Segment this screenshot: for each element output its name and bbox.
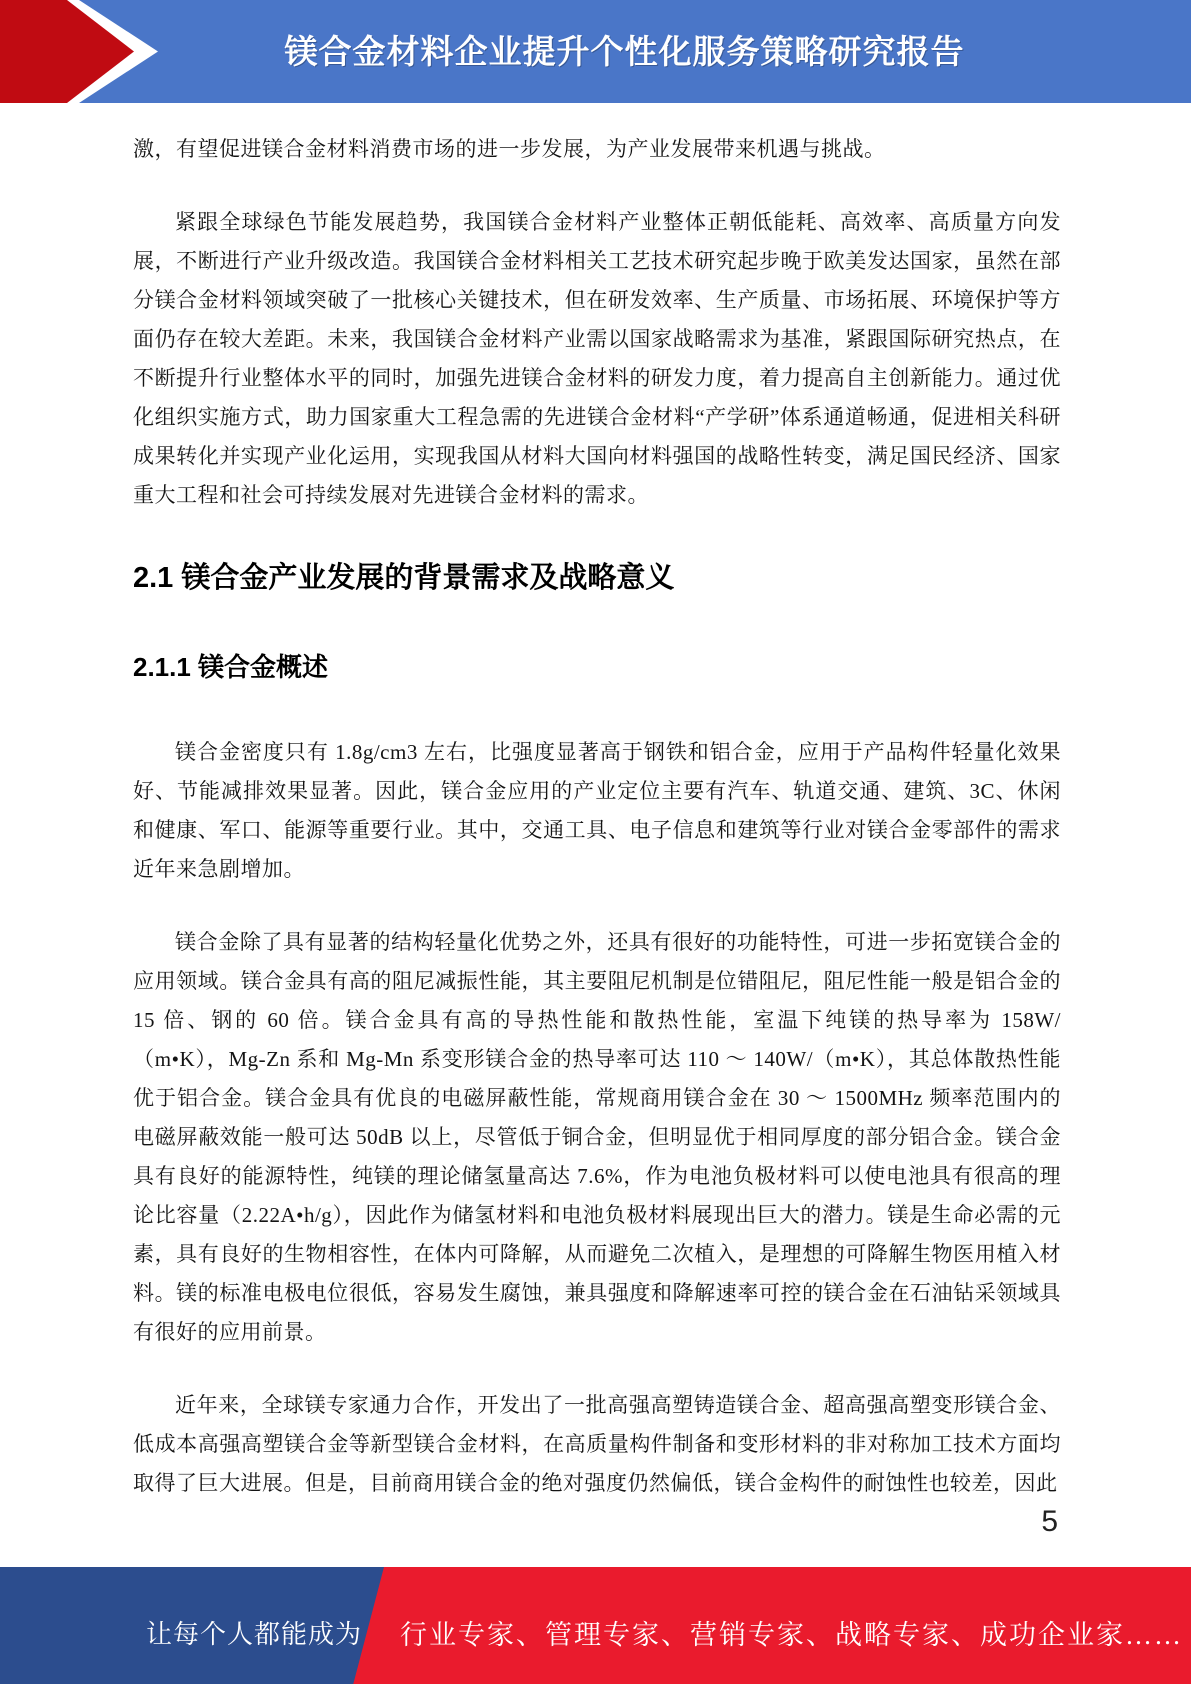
document-body: [133, 130, 1061, 1537]
page-number: 5: [1041, 1505, 1058, 1538]
body-paragraph: 镁合金除了具有显著的结构轻量化优势之外，还具有很好的功能特性，可进一步拓宽镁合金的应用领域。镁合金具有高的阻尼减振性能，其主要阻尼机制是位错阻尼，阻尼性能一般是铝合金的 15 倍、钢的 60 倍。镁合金具有高的导热性能和散热性能，室温下纯镁的热导率为 158W/（m•K），Mg-Zn 系和 Mg-Mn 系变形镁合金的热导率可达 110 ～ 140W/（m•K），其总体散热性能优于铝合金。镁合金具有优良的电磁屏蔽性能，常规商用镁合金在 30 ～ 1500MHz 频率范围内的电磁屏蔽效能一般可达 50dB 以上，尽管低于铜合金，但明显优于相同厚度的部分铝合金。镁合金具有良好的能源特性，纯镁的理论储氢量高达 7.6%，作为电池负极材料可以使电池具有很高的理论比容量（2.22A•h/g），因此作为储氢材料和电池负极材料展现出巨大的潜力。镁是生命必需的元素，具有良好的生物相容性，在体内可降解，从而避免二次植入，是理想的可降解生物医用植入材料。镁的标准电极电位很低，容易发生腐蚀，兼具强度和降解速率可控的镁合金在石油钻采领域具有很好的应用前景。: [133, 930, 1061, 1344]
report-title: 镁合金材料企业提升个性化服务策略研究报告: [284, 33, 965, 70]
body-paragraph: 近年来，全球镁专家通力合作，开发出了一批高强高塑铸造镁合金、超高强高塑变形镁合金、低成本高强高塑镁合金等新型镁合金材料，在高质量构件制备和变形材料的非对称加工技术方面均取得了巨大进展。但是，目前商用镁合金的绝对强度仍然偏低，镁合金构件的耐蚀性也较差，因此: [133, 1393, 1061, 1495]
footer-slogan-left: 让每个人都能成为: [146, 1620, 363, 1649]
body-paragraph: 紧跟全球绿色节能发展趋势，我国镁合金材料产业整体正朝低能耗、高效率、高质量方向发展，不断进行产业升级改造。我国镁合金材料相关工艺技术研究起步晚于欧美发达国家，虽然在部分镁合金材料领域突破了一批核心关键技术，但在研发效率、生产质量、市场拓展、环境保护等方面仍存在较大差距。未来，我国镁合金材料产业需以国家战略需求为基准，紧跟国际研究热点，在不断提升行业整体水平的同时，加强先进镁合金材料的研发力度，着力提高自主创新能力。通过优化组织实施方式，助力国家重大工程急需的先进镁合金材料“产学研”体系通道畅通，促进相关科研成果转化并实现产业化运用，实现我国从材料大国向材料强国的战略性转变，满足国民经济、国家重大工程和社会可持续发展对先进镁合金材料的需求。: [133, 210, 1061, 507]
body-paragraph: 激，有望促进镁合金材料消费市场的进一步发展，为产业发展带来机遇与挑战。: [133, 137, 886, 161]
header-banner: [0, 0, 1191, 103]
section-heading: 2.1.1 镁合金概述: [133, 652, 329, 682]
footer-slogan-right: 行业专家、管理专家、营销专家、战略专家、成功企业家……: [400, 1620, 1183, 1650]
section-heading: 2.1 镁合金产业发展的背景需求及战略意义: [133, 562, 675, 594]
body-paragraph: 镁合金密度只有 1.8g/cm3 左右，比强度显著高于钢铁和铝合金，应用于产品构件轻量化效果好、节能减排效果显著。因此，镁合金应用的产业定位主要有汽车、轨道交通、建筑、3C、休闲和健康、军口、能源等重要行业。其中，交通工具、电子信息和建筑等行业对镁合金零部件的需求近年来急剧增加。: [133, 740, 1061, 881]
footer-banner: [0, 1567, 1191, 1684]
